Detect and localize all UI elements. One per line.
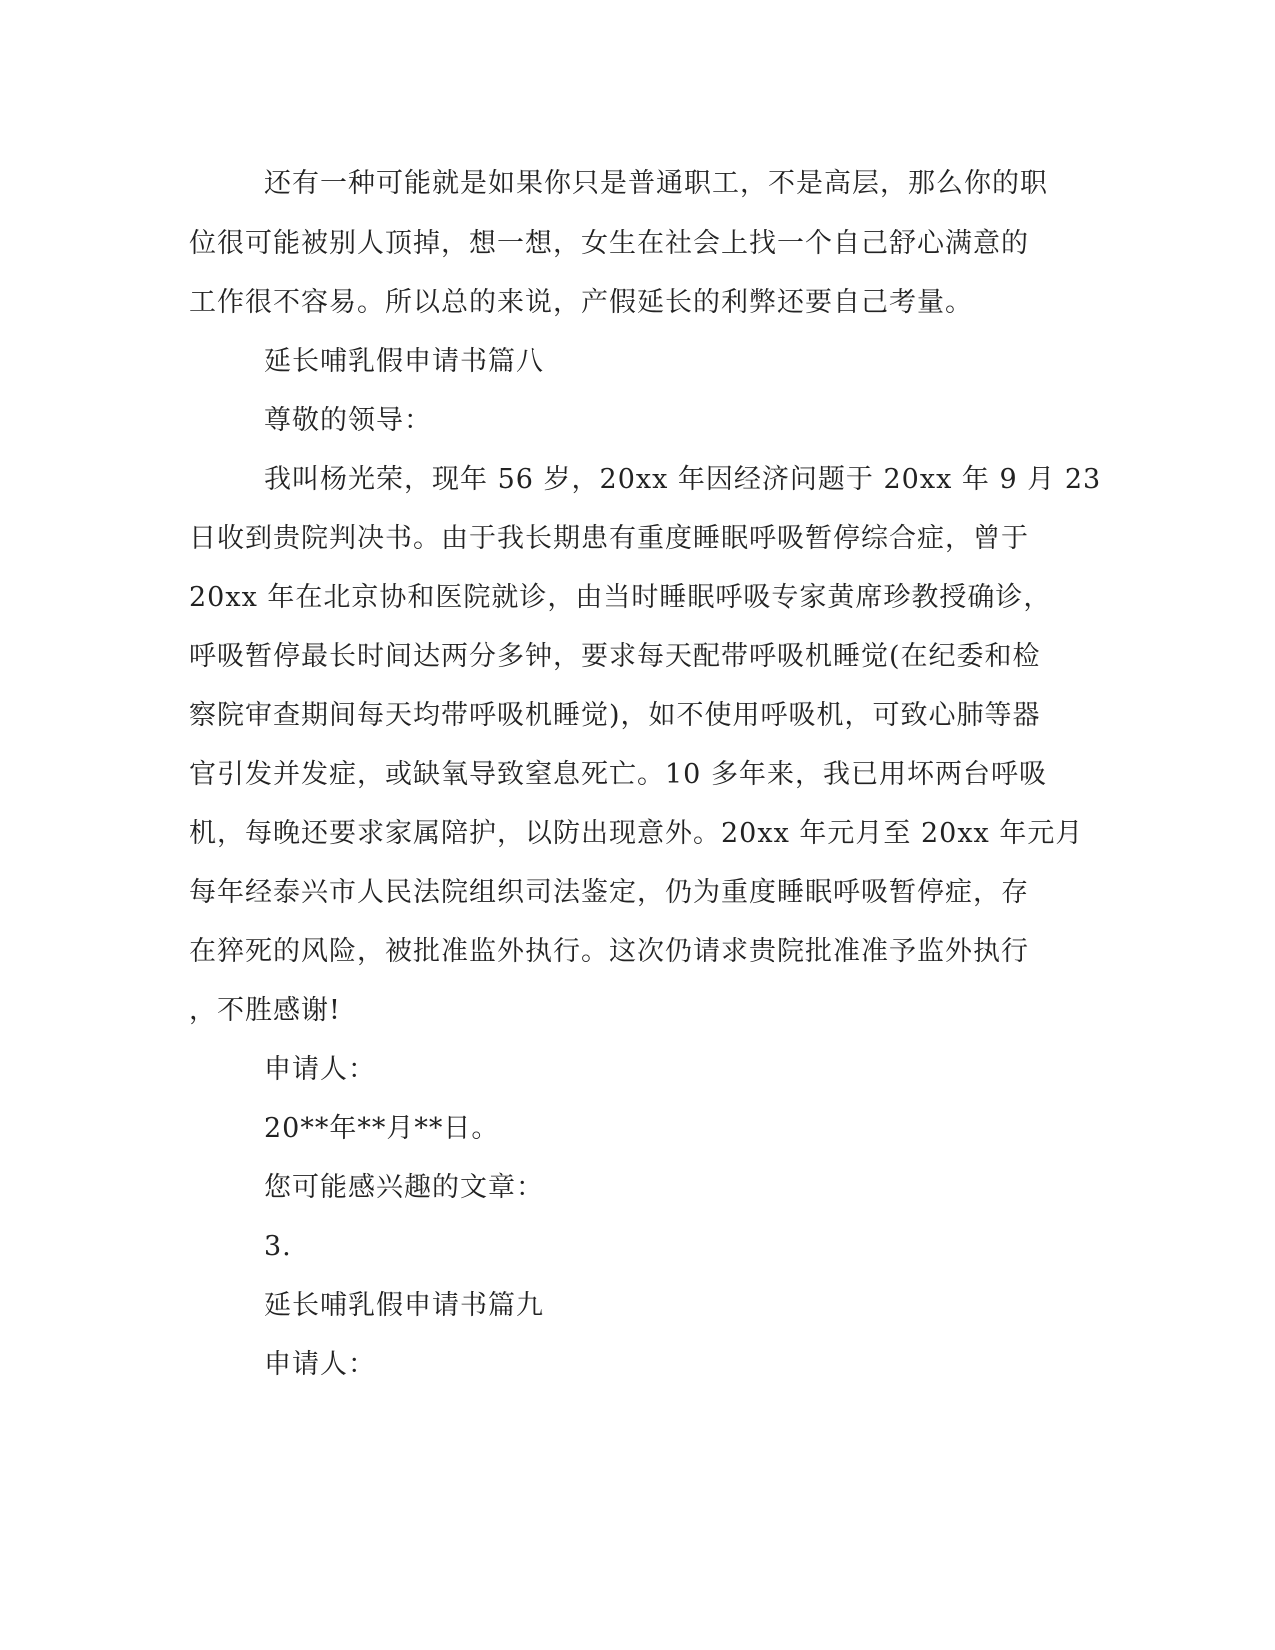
applicant-label: 申请人： xyxy=(264,1349,376,1380)
paragraph-line: 位很可能被别人顶掉，想一想，女生在社会上找一个自己舒心满意的 xyxy=(189,228,1029,259)
paragraph-line: 还有一种可能就是如果你只是普通职工，不是高层，那么你的职 xyxy=(264,168,1048,199)
date-line: 20**年**月**日。 xyxy=(264,1113,500,1144)
paragraph-line: 呼吸暂停最长时间达两分多钟，要求每天配带呼吸机睡觉(在纪委和检 xyxy=(189,641,1041,672)
applicant-label: 申请人： xyxy=(264,1054,376,1085)
paragraph-line: 机，每晚还要求家属陪护，以防出现意外。20xx 年元月至 20xx 年元月 xyxy=(189,818,1084,849)
list-item: 3. xyxy=(264,1231,292,1262)
paragraph-line: 日收到贵院判决书。由于我长期患有重度睡眠呼吸暂停综合症，曾于 xyxy=(189,523,1029,554)
paragraph-line: 我叫杨光荣，现年 56 岁，20xx 年因经济问题于 20xx 年 9 月 23 xyxy=(264,464,1102,495)
salutation: 尊敬的领导： xyxy=(264,405,432,436)
paragraph-line: 每年经泰兴市人民法院组织司法鉴定，仍为重度睡眠呼吸暂停症，存 xyxy=(189,877,1029,908)
section-heading: 延长哺乳假申请书篇九 xyxy=(264,1290,544,1321)
paragraph-line: 察院审查期间每天均带呼吸机睡觉)，如不使用呼吸机，可致心肺等器 xyxy=(189,700,1041,731)
section-heading: 延长哺乳假申请书篇八 xyxy=(264,346,544,377)
paragraph-line: 20xx 年在北京协和医院就诊，由当时睡眠呼吸专家黄席珍教授确诊， xyxy=(189,582,1052,613)
paragraph-line: 官引发并发症，或缺氧导致窒息死亡。10 多年来，我已用坏两台呼吸 xyxy=(189,759,1047,790)
paragraph-line: 工作很不容易。所以总的来说，产假延长的利弊还要自己考量。 xyxy=(189,287,973,318)
paragraph-line: ，不胜感谢! xyxy=(189,995,341,1026)
paragraph-line: 在猝死的风险，被批准监外执行。这次仍请求贵院批准准予监外执行 xyxy=(189,936,1029,967)
related-articles-label: 您可能感兴趣的文章： xyxy=(264,1172,544,1203)
